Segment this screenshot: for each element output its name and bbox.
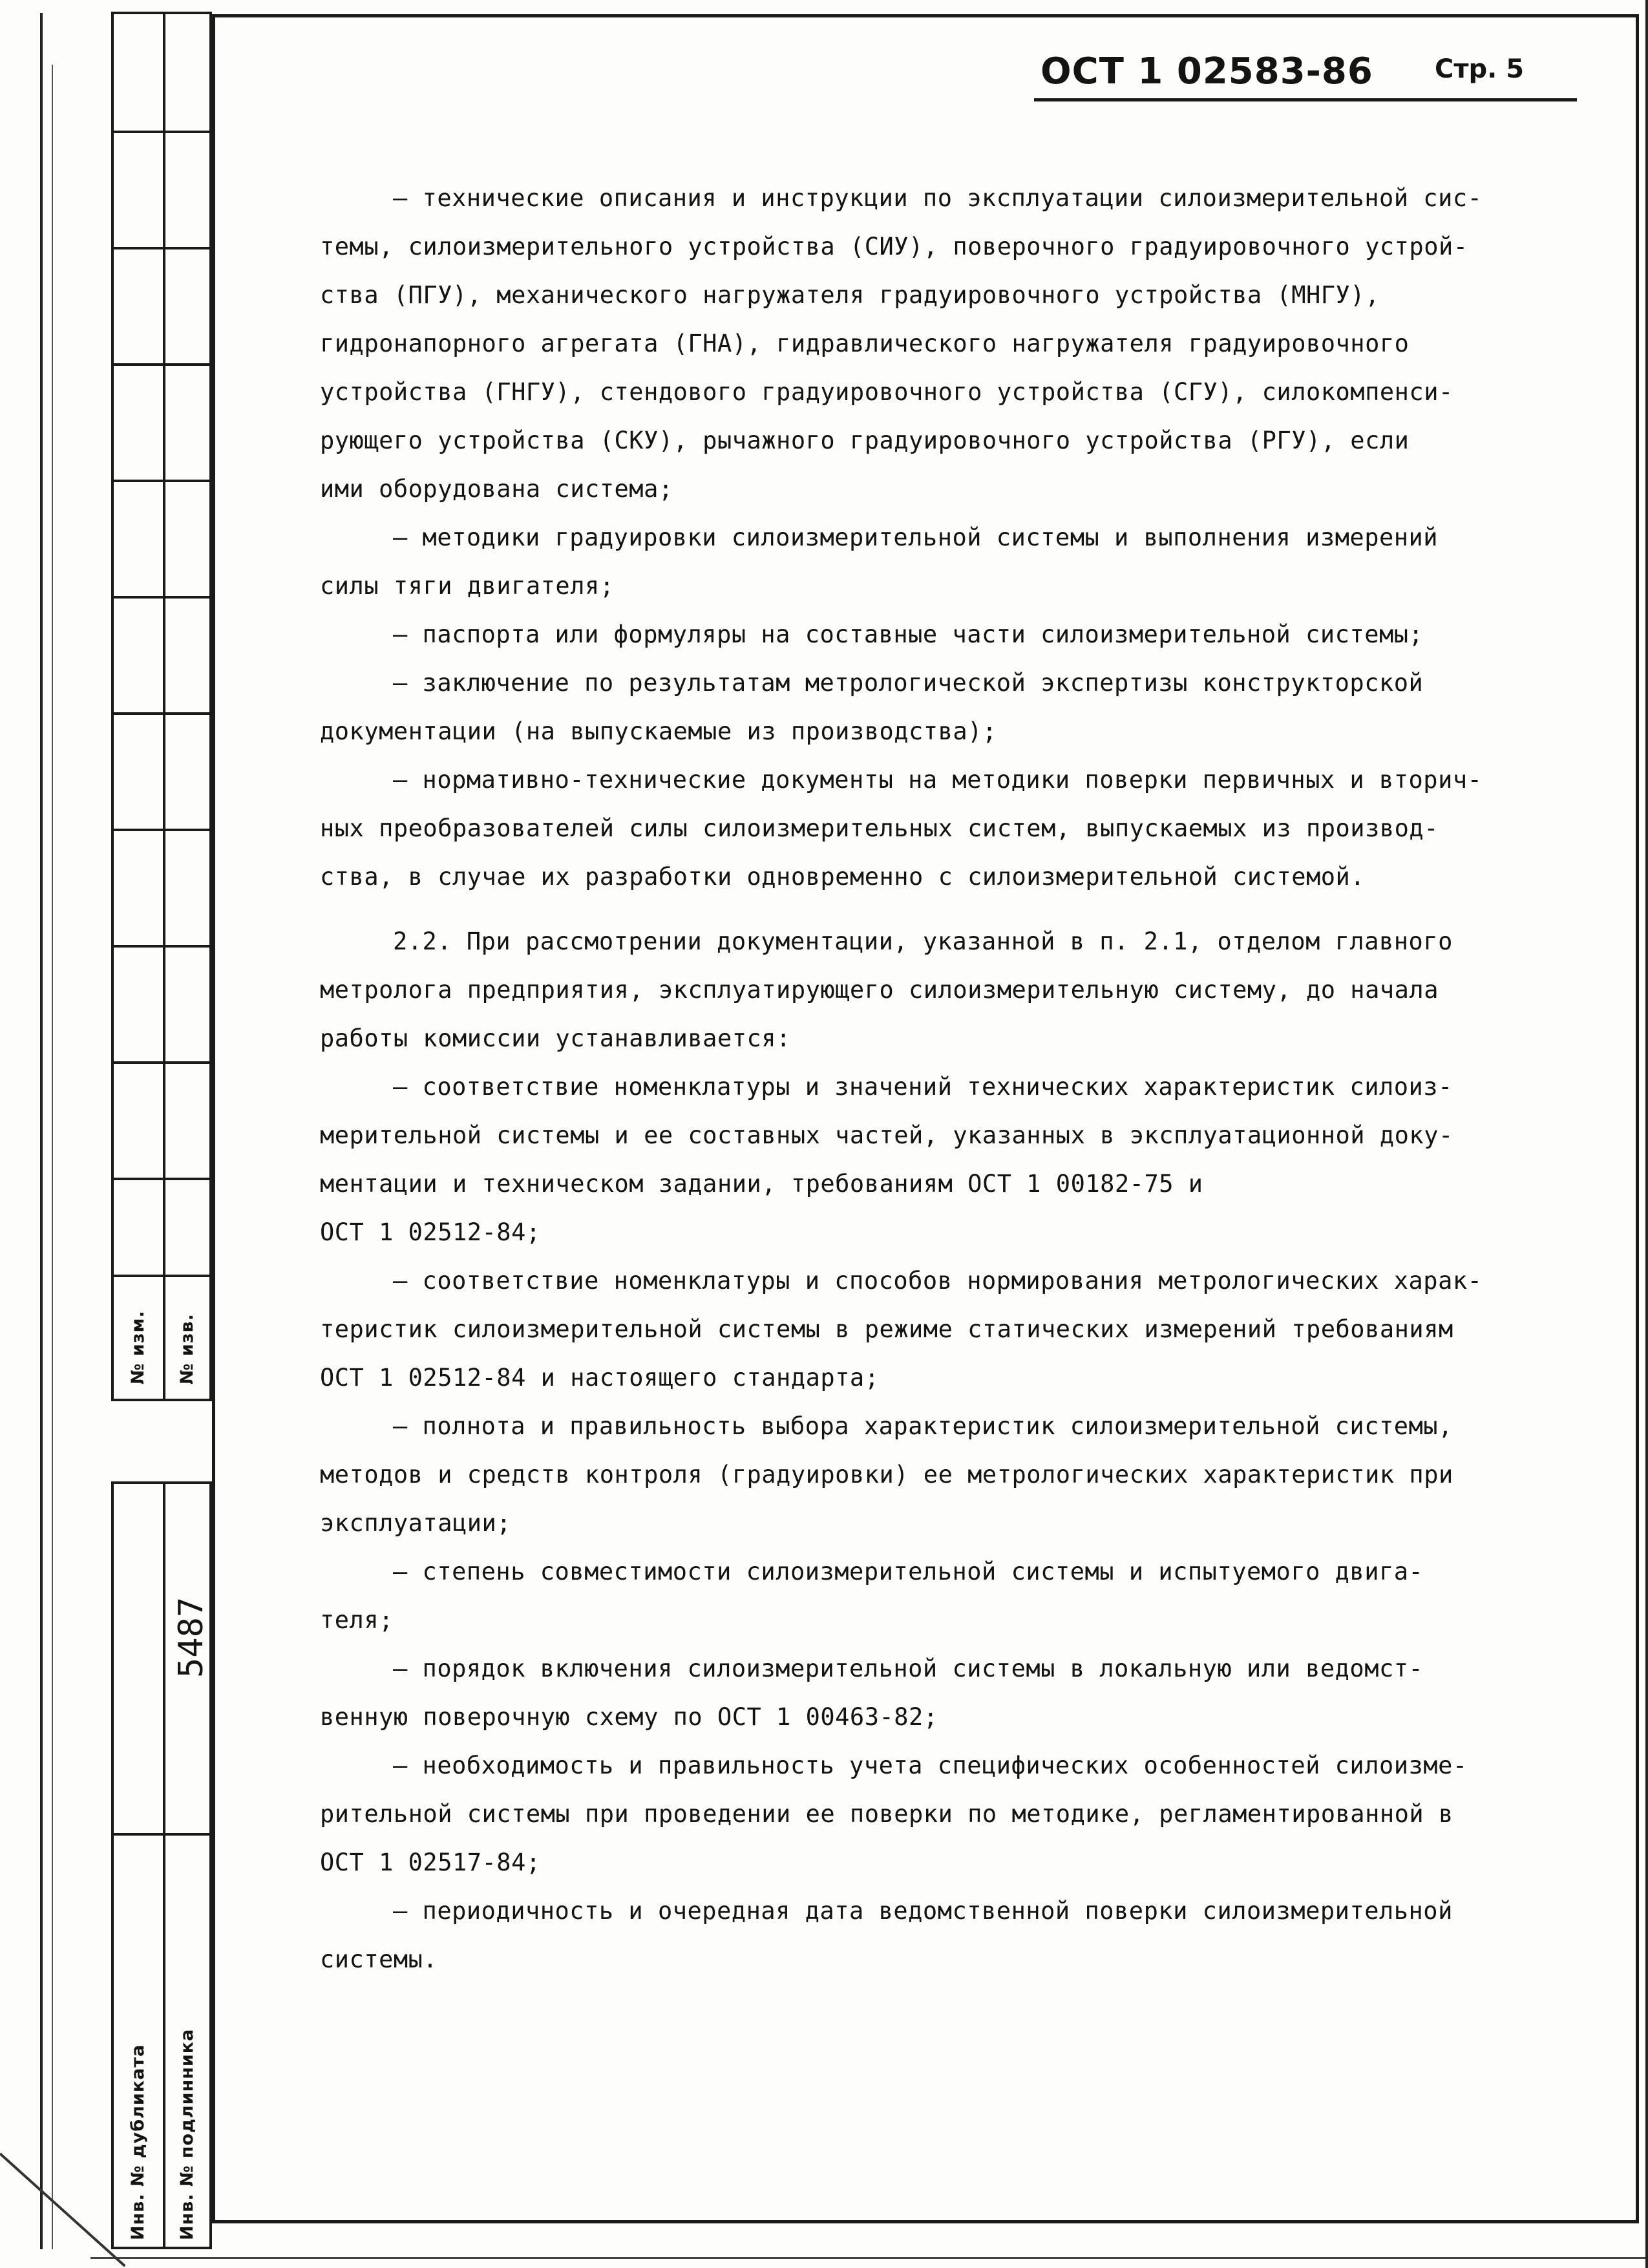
text-line: – методики градуировки силоизмерительной системы и выполнения измерений	[393, 524, 1439, 551]
podlinnik-label: Инв. № подлинника	[177, 2028, 197, 2240]
right-page-edge	[1645, 0, 1648, 2268]
text-line: – паспорта или формуляры на составные части силоизмерительной системы;	[393, 620, 1424, 648]
text-line: теля;	[320, 1606, 394, 1634]
stamp-column-podlinnik	[163, 1481, 212, 2249]
text-line: ОСТ 1 02512-84 и настоящего стандарта;	[320, 1364, 880, 1392]
text-line: – соответствие номенклатуры и способов нормирования метрологических харак-	[393, 1267, 1483, 1295]
stamp-column-izm	[111, 12, 165, 1401]
binding-margin-line-inner	[52, 65, 53, 2249]
text-line: – нормативно-технические документы на методики поверки первичных и вторич-	[393, 766, 1483, 794]
text-line: устройства (ГНГУ), стендового градуировочного устройства (СГУ), силокомпенси-	[320, 378, 1453, 406]
izm-label: № изм.	[128, 1310, 148, 1384]
text-line: гидронапорного агрегата (ГНА), гидравлического нагружателя градуировочного	[320, 330, 1410, 357]
text-line: – порядок включения силоизмерительной системы в локальную или ведомст-	[393, 1655, 1424, 1682]
text-line: рующего устройства (СКУ), рычажного градуировочного устройства (РГУ), если	[320, 427, 1410, 454]
stamp-column-izv	[163, 12, 212, 1401]
text-line: – соответствие номенклатуры и значений технических характеристик силоиз-	[393, 1073, 1453, 1101]
text-line: ОСТ 1 02517-84;	[320, 1849, 541, 1876]
text-line: – технические описания и инструкции по эксплуатации силоизмерительной сис-	[393, 184, 1483, 212]
text-line: метролога предприятия, эксплуатирующего силоизмерительную систему, до начала	[320, 976, 1439, 1004]
podlinnik-number: 5487	[172, 1596, 211, 1678]
text-line: рительной системы при проведении ее поверки по методике, регламентированной в	[320, 1800, 1453, 1828]
text-line: ных преобразователей силы силоизмерительных систем, выпускаемых из производ-	[320, 814, 1439, 842]
text-line: силы тяги двигателя;	[320, 572, 615, 600]
text-line: ментации и техническом задании, требованиям ОСТ 1 00182-75 и	[320, 1170, 1203, 1198]
text-line: системы.	[320, 1945, 438, 1973]
page-number: Стр. 5	[1435, 54, 1525, 84]
text-line: – полнота и правильность выбора характеристик силоизмерительной системы,	[393, 1412, 1453, 1440]
document-code-underline	[1034, 98, 1577, 101]
text-line: ства (ПГУ), механического нагружателя градуировочного устройства (МНГУ),	[320, 281, 1380, 309]
izv-label: № изв.	[177, 1313, 197, 1384]
stamp-column-dublikat	[111, 1481, 165, 2249]
text-line: ства, в случае их разработки одновременно с силоизмерительной системой.	[320, 863, 1366, 891]
text-line: ОСТ 1 02512-84;	[320, 1218, 541, 1246]
text-line: – необходимость и правильность учета специфических особенностей силоизме-	[393, 1752, 1468, 1779]
corner-fold-mark	[0, 2153, 126, 2267]
text-line: 2.2. При рассмотрении документации, указанной в п. 2.1, отделом главного	[393, 927, 1453, 955]
text-line: эксплуатации;	[320, 1509, 512, 1537]
document-code: ОСТ 1 02583-86	[1041, 50, 1373, 92]
text-line: – заключение по результатам метрологической экспертизы конструкторской	[393, 669, 1424, 697]
text-line: – степень совместимости силоизмерительной системы и испытуемого двига-	[393, 1558, 1424, 1585]
text-line: – периодичность и очередная дата ведомственной поверки силоизмерительной	[393, 1897, 1453, 1925]
text-line: методов и средств контроля (градуировки) ее метрологических характеристик при	[320, 1461, 1453, 1489]
binding-margin-line	[40, 13, 43, 2249]
text-line: мерительной системы и ее составных частей, указанных в эксплуатационной доку-	[320, 1121, 1453, 1149]
dublikat-label: Инв. № дубликата	[128, 2044, 148, 2240]
text-line: венную поверочную схему по ОСТ 1 00463-82;	[320, 1703, 938, 1731]
bottom-edge-line	[90, 2257, 1648, 2259]
text-line: документации (на выпускаемые из производства);	[320, 717, 997, 745]
text-line: работы комиссии устанавливается:	[320, 1024, 791, 1052]
text-line: темы, силоизмерительного устройства (СИУ), поверочного градуировочного устрой-	[320, 233, 1468, 260]
text-line: ими оборудована система;	[320, 475, 673, 503]
text-line: теристик силоизмерительной системы в режиме статических измерений требованиям	[320, 1315, 1453, 1343]
